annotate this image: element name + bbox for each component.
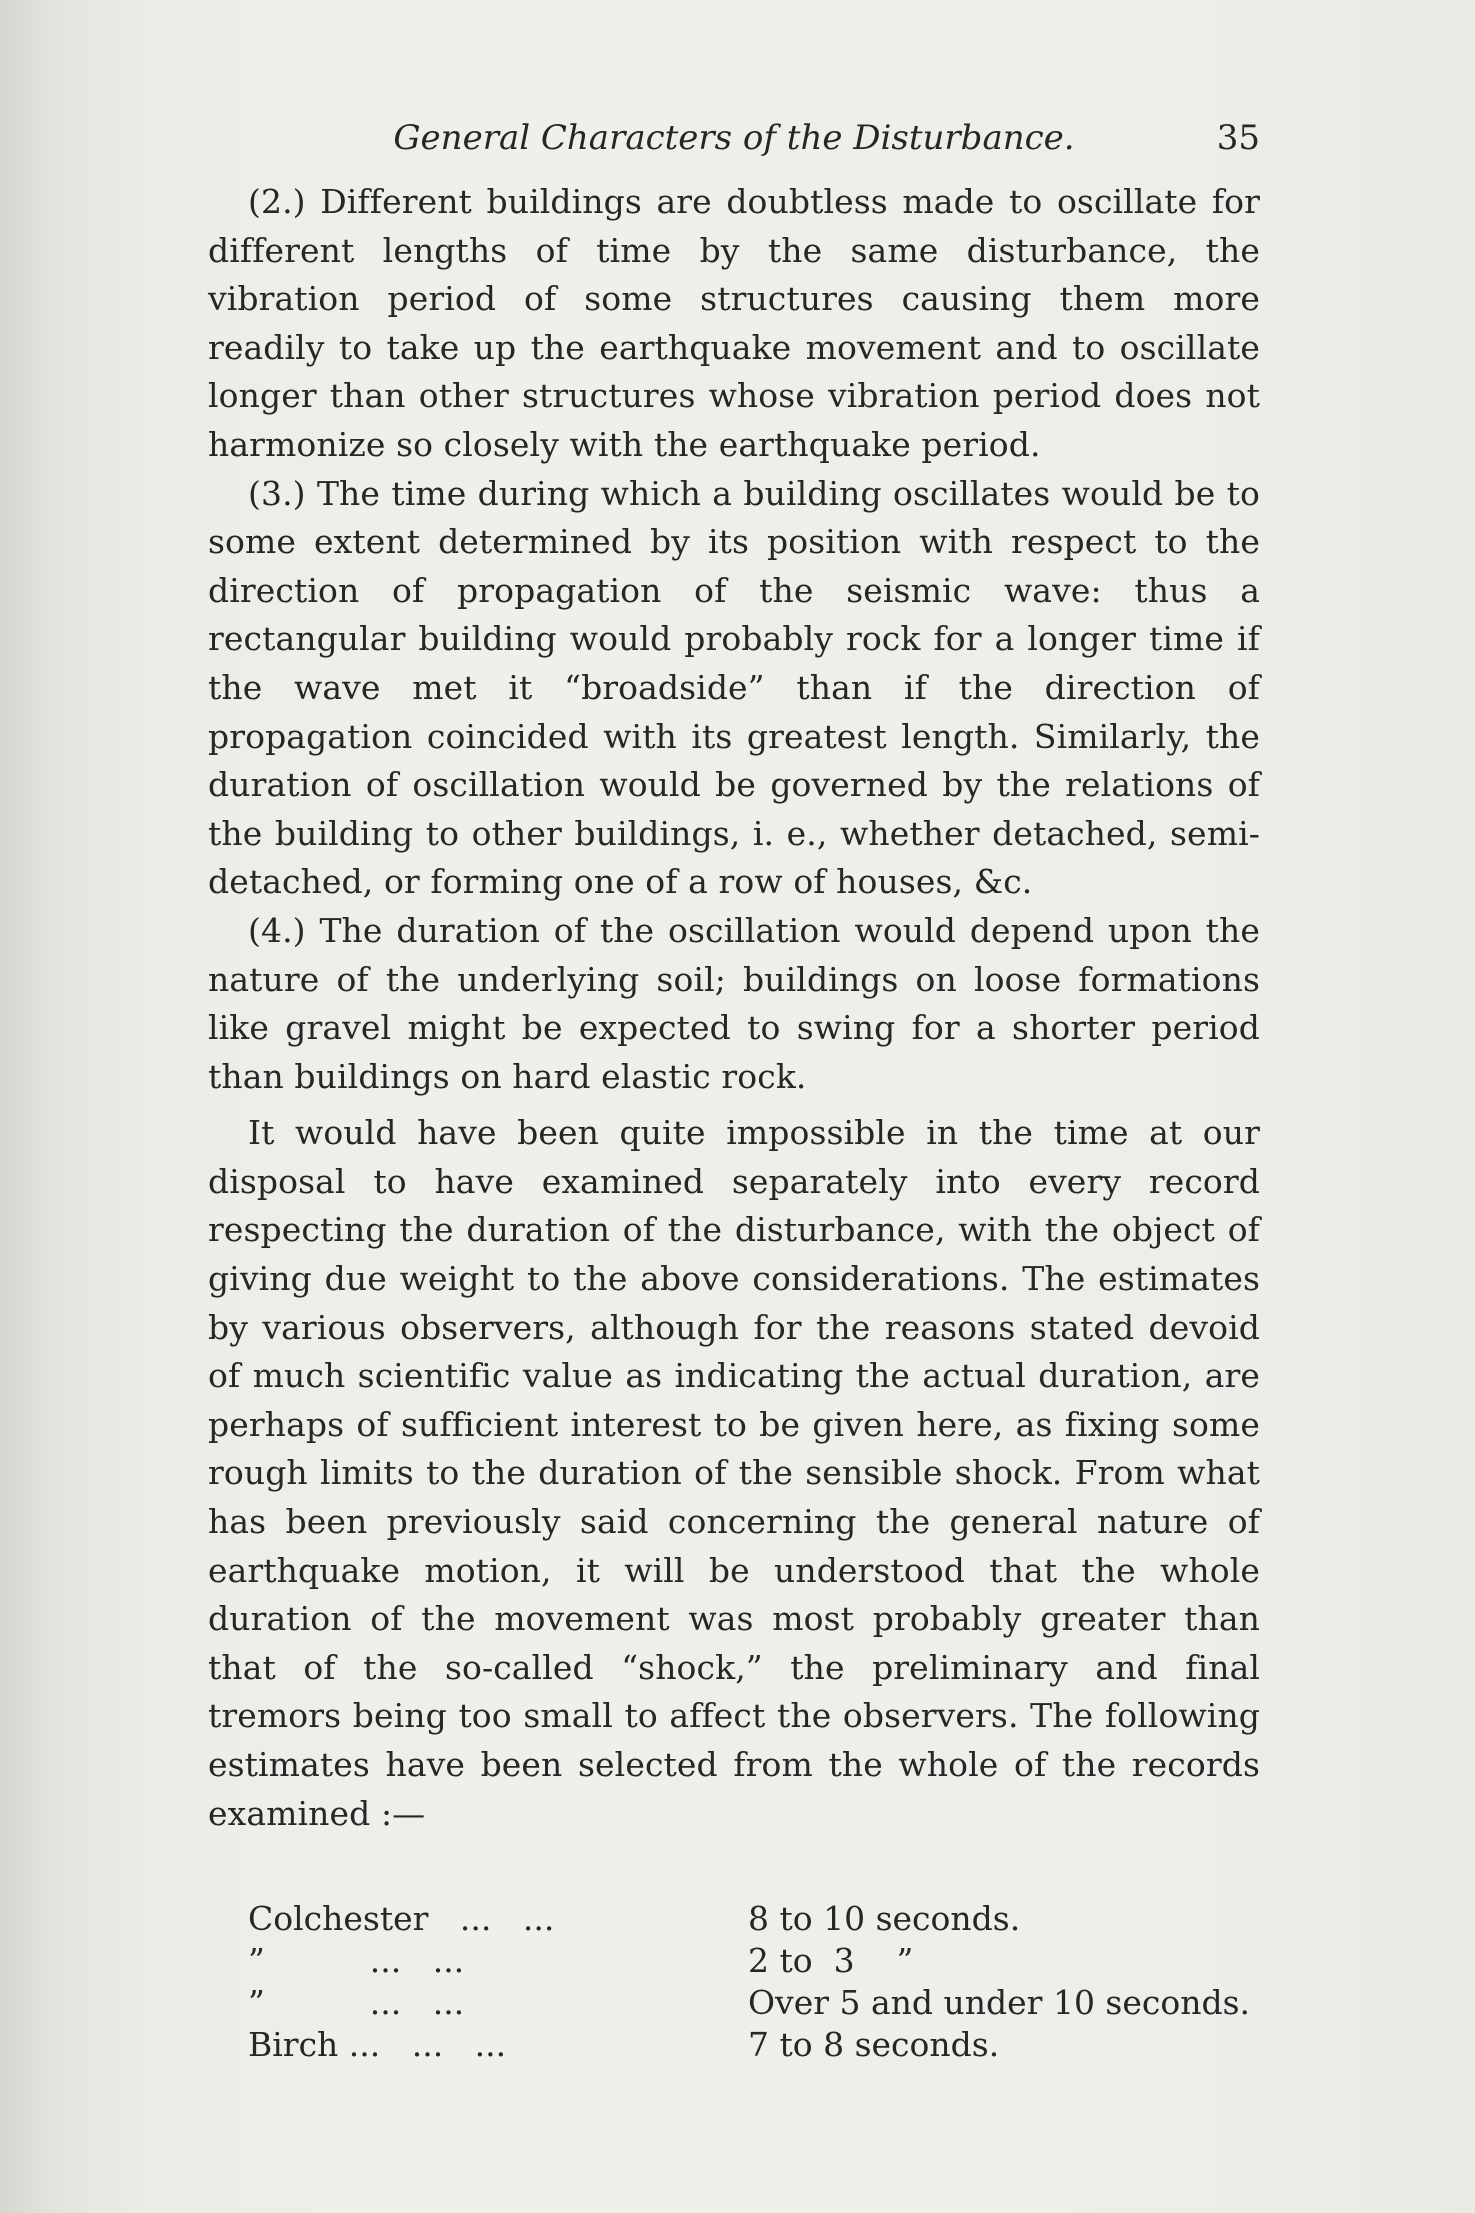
book-page xyxy=(208,118,1260,2066)
estimate-duration: Over 5 and under 10 seconds. xyxy=(748,1983,1251,2023)
page-number: 35 xyxy=(1216,118,1260,158)
estimate-duration: 8 to 10 seconds. xyxy=(748,1899,1021,1939)
estimate-duration: 2 to 3 ” xyxy=(748,1941,914,1981)
estimate-place: Colchester ... ... xyxy=(248,1899,555,1939)
estimate-row xyxy=(208,1982,1260,2024)
paragraph-point-2: (2.) Different buildings are doubtless made to oscillate for different lengths of time by the same disturbance, the vibration period of some structures causing them more readily to take up the earthquake movement and to oscillate longer than other structures whose vibration period does not harmonize so closely with the earthquake period. xyxy=(208,182,1260,464)
estimate-row xyxy=(208,2024,1260,2066)
estimate-place: ” ... ... xyxy=(248,1983,465,2023)
estimate-duration: 7 to 8 seconds. xyxy=(748,2025,1000,2065)
paragraph-point-3: (3.) The time during which a building oscillates would be to some extent determined by its position with respect to the direction of propagation of the seismic wave: thus a rectangular building would probably rock for a longer time if the wave met it “broadside” than if the direction of propagation coincided with its greatest length. Similarly, the duration of oscillation would be governed by the relations of the building to other buildings, i. e., whether detached, semi-detached, or forming one of a row of houses, &c. xyxy=(208,473,1260,902)
paragraph-estimates-intro: It would have been quite impossible in the time at our disposal to have examined separately into every record respecting the duration of the disturbance, with the object of giving due weight to the above considerations. The estimates by various observers, although for the reasons stated devoid of much scientific value as indicating the actual duration, are perhaps of sufficient interest to be given here, as fixing some rough limits to the duration of the sensible shock. From what has been previously said concerning the general nature of earthquake motion, it will be understood that the whole duration of the movement was most probably greater than that of the so-called “shock,” the preliminary and final tremors being too small to affect the observers. The following estimates have been selected from the whole of the records examined :— xyxy=(208,1113,1260,1833)
paragraph-point-4: (4.) The duration of the oscillation would depend upon the nature of the underlying soil; buildings on loose formations like gravel might be expected to swing for a shorter period than buildings on hard elastic rock. xyxy=(208,910,1260,1096)
estimate-row xyxy=(208,1940,1260,1982)
running-title: General Characters of the Disturbance. xyxy=(393,118,1075,158)
estimate-place: ” ... ... xyxy=(248,1941,465,1981)
running-head xyxy=(208,118,1260,178)
body-text xyxy=(208,178,1260,1838)
estimate-row xyxy=(208,1898,1260,1940)
estimate-place: Birch ... ... ... xyxy=(248,2025,507,2065)
estimates-table xyxy=(208,1898,1260,2066)
